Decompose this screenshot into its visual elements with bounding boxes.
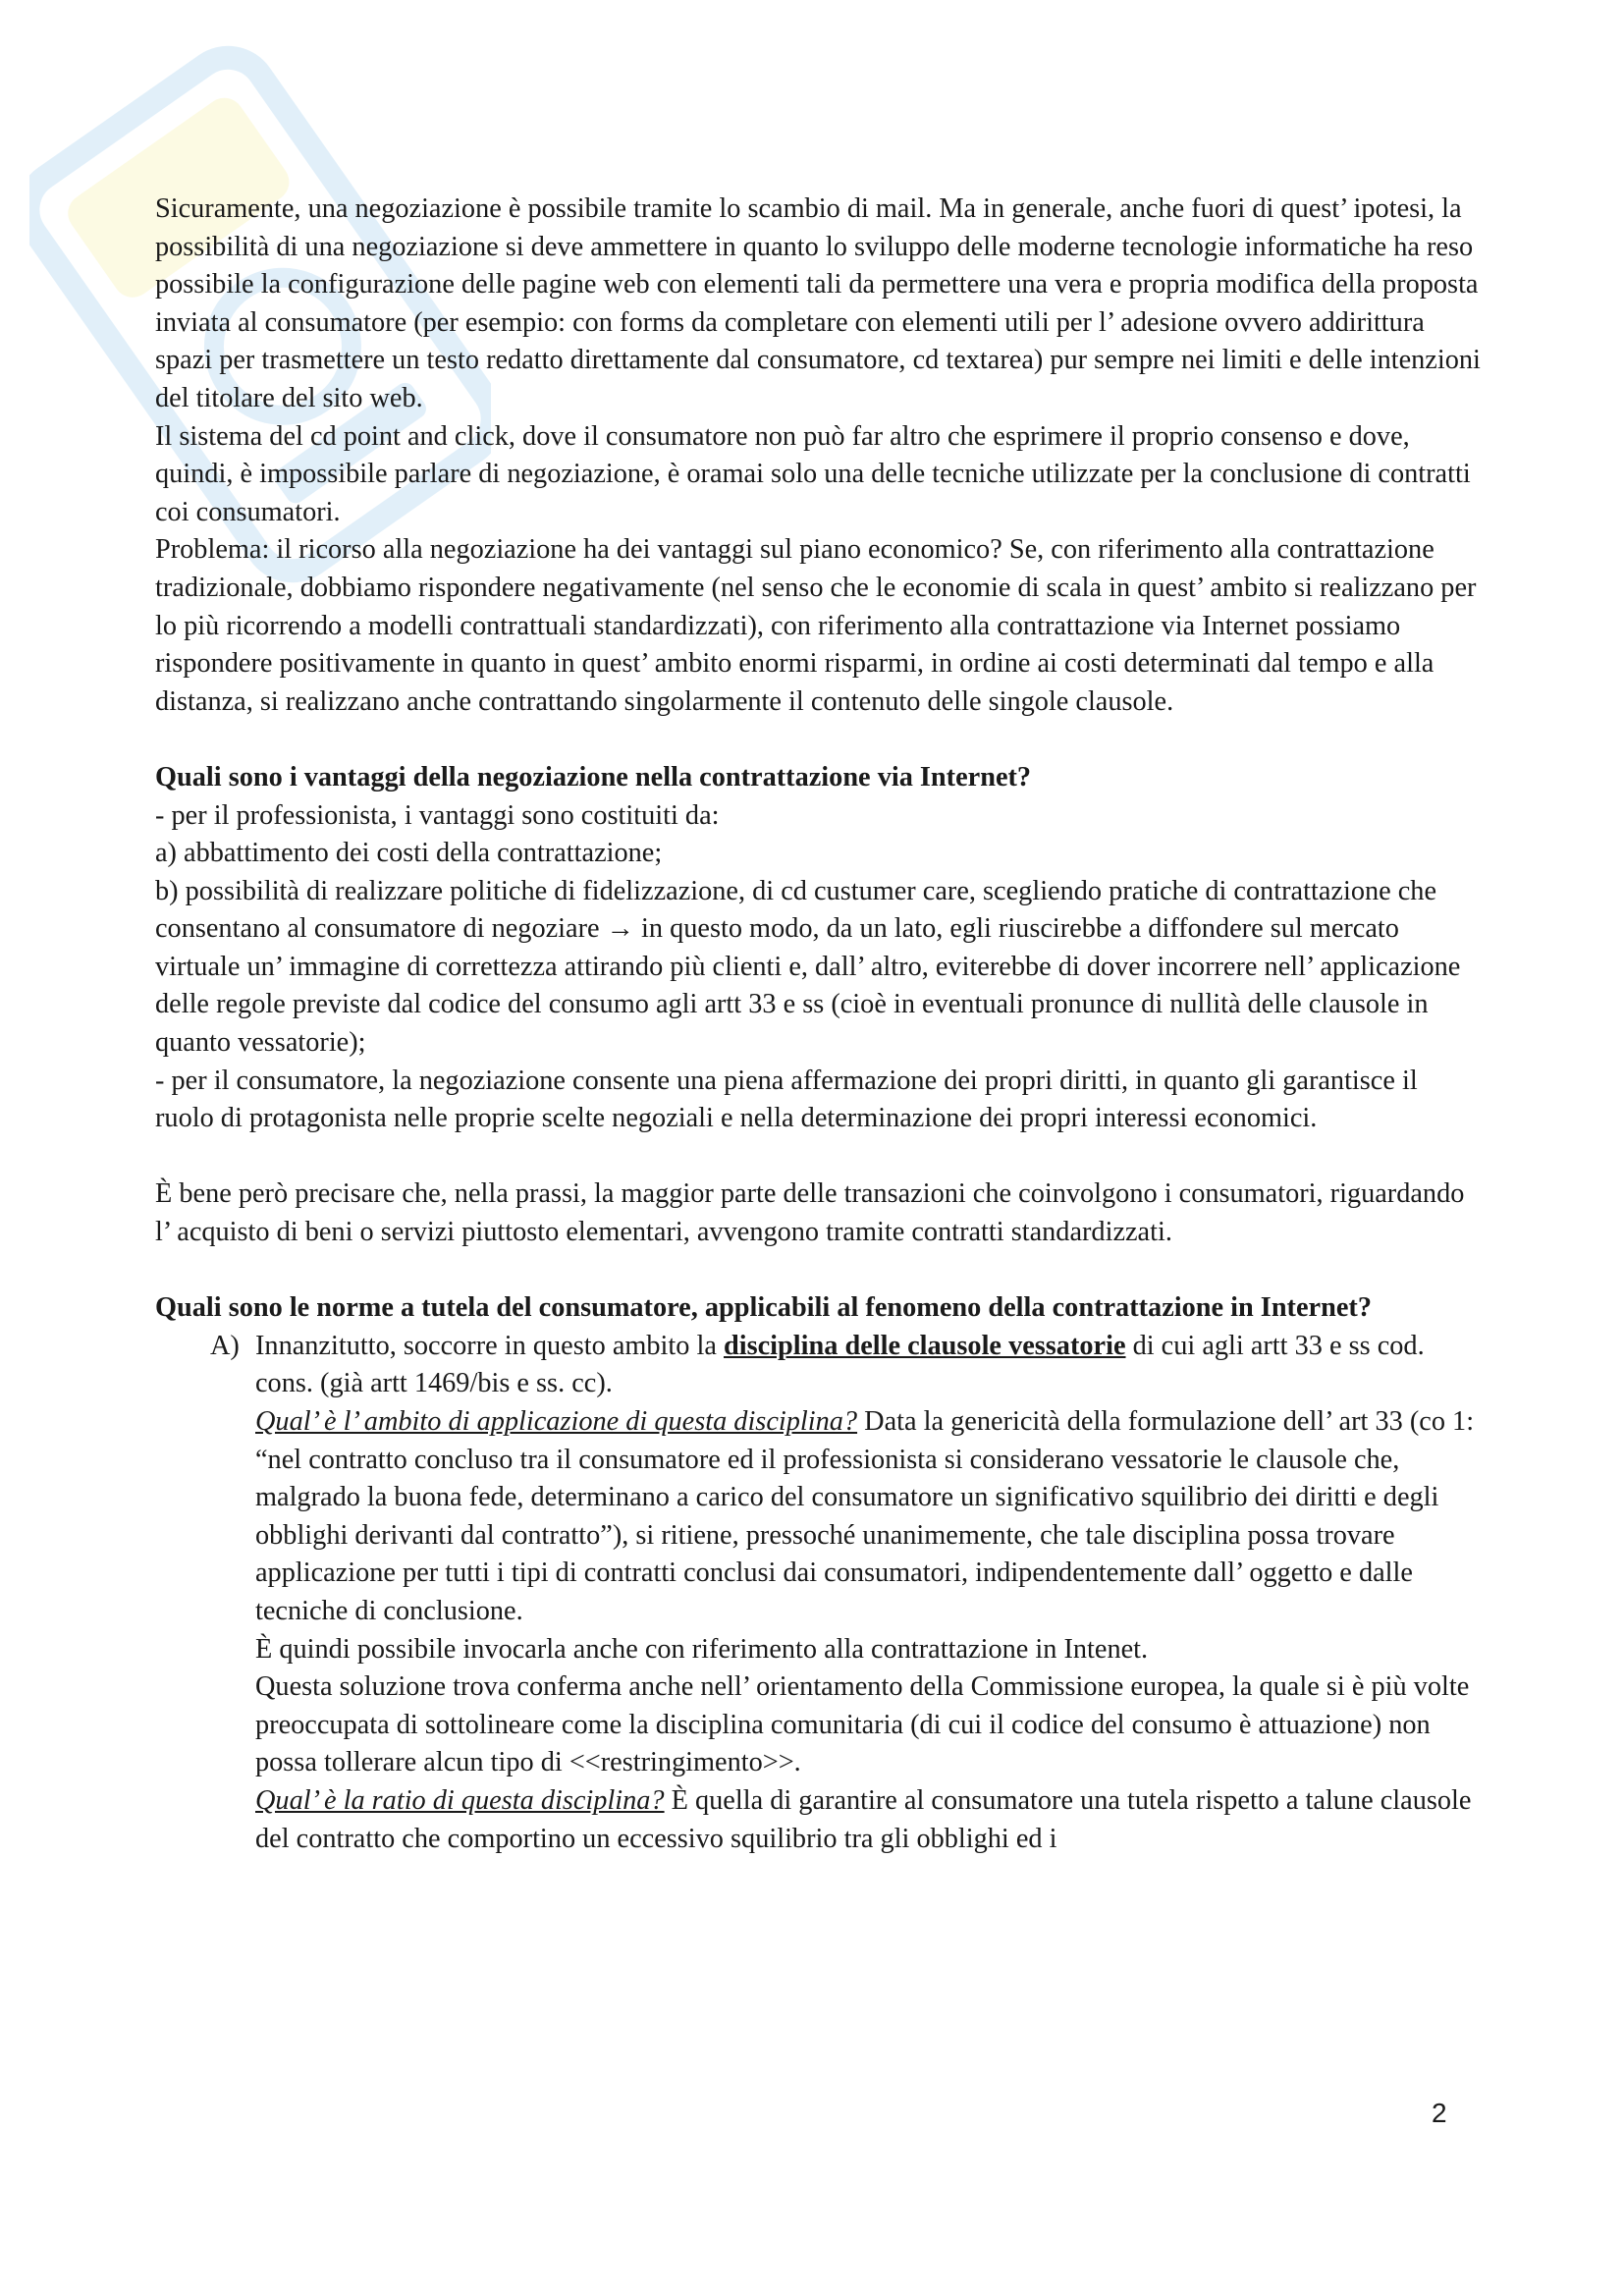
list-item-b: b) possibilità di realizzare politiche di fidelizzazione, di cd custumer care, scegliendo pratiche di contrattazione che consentano al consumatore di negoziare → in questo modo, da un lato, egli riuscirebbe a diffondere sul mercato virtuale un’ immagine di correttezza attirando più clienti e, dall’ altro, eviterebbe di dover incorrere nell’ applicazione delle regole previste dal codice del consumo agli artt 33 e ss (cioè in eventuali pronunce di nullità delle clausole in quanto vessatorie); — [155, 875, 1461, 1059]
item-a-ambito — [255, 1403, 1481, 1631]
item-a-intro-before: Innanzitutto, soccorre in questo ambito la — [255, 1330, 724, 1361]
paragraph-point-and-click: Il sistema del cd point and click, dove il consumatore non può far altro che esprimere il proprio consenso e dove, quindi, è impossibile parlare di negoziazione, è oramai solo una delle tecniche utilizzate per la conclusione di contratti coi consumatori. — [155, 420, 1471, 527]
document-body — [155, 191, 1481, 1858]
paragraph-prassi: È bene però precisare che, nella prassi, la maggior parte delle transazioni che coinvolgono i consumatori, riguardando l’ acquisto di beni o servizi piuttosto elementari, avvengono tramite contratti standardizzati. — [155, 1178, 1465, 1248]
item-a-intro-bold: disciplina delle clausole vessatorie — [724, 1330, 1126, 1361]
paragraph-vantaggi-economici: Problema: il ricorso alla negoziazione ha dei vantaggi sul piano economico? Se, con riferimento alla contrattazione tradizionale, dobbiamo rispondere negativamente (nel senso che le economie di scala in quest’ ambito si realizzano per lo più ricorrendo a modelli contrattuali standardizzati), con riferimento alla contrattazione via Internet possiamo rispondere positivamente in quanto in quest’ ambito enormi risparmi, in ordine ai costi determinati dal tempo e alla distanza, si realizzano anche contrattando singolarmente il contenuto delle singole clausole. — [155, 534, 1477, 717]
list-marker-A: A) — [210, 1330, 240, 1361]
section-heading-vantaggi: Quali sono i vantaggi della negoziazione nella contrattazione via Internet? — [155, 761, 1032, 793]
item-a-ratio — [255, 1782, 1481, 1858]
list-item-consumatore: - per il consumatore, la negoziazione consente una piena affermazione dei propri diritti, in quanto gli garantisce il ruolo di protagonista nelle proprie scelte negoziali e nella determinazione dei propri interessi economici. — [155, 1065, 1418, 1134]
list-item-a: a) abbattimento dei costi della contrattazione; — [155, 838, 663, 869]
item-a-internet: È quindi possibile invocarla anche con riferimento alla contrattazione in Intenet. — [255, 1633, 1149, 1665]
item-a-intro-after: di cui agli artt 33 e ss cod. cons. (già artt 1469/bis e ss. cc). — [255, 1330, 1425, 1399]
section-heading-norme: Quali sono le norme a tutela del consumatore, applicabili al fenomeno della contrattazione in Internet? — [155, 1292, 1372, 1324]
page-number: 2 — [1432, 2098, 1447, 2128]
item-a-commissione: Questa soluzione trova conferma anche nell’ orientamento della Commissione europea, la quale si è più volte preoccupata di sottolineare come la disciplina comunitaria (di cui il codice del consumo è attuazione) non possa tollerare alcun tipo di <<restringimento>>. — [255, 1671, 1470, 1778]
list-item-professionista: - per il professionista, i vantaggi sono costituiti da: — [155, 799, 720, 831]
answer-ambito: Data la genericità della formulazione dell’ art 33 (co 1: “nel contratto concluso tra il consumatore ed il professionista si considerano vessatorie le clausole che, malgrado la buona fede, determinano a carico del consumatore un significativo squilibrio dei diritti e degli obblighi derivanti dal contratto”), si ritiene, pressoché unanimemente, che tale disciplina possa trovare applicazione per tutti i tipi di contratti conclusi dai consumatori, indipendentemente dall’ oggetto e dalle tecniche di conclusione. — [255, 1406, 1475, 1626]
question-ambito: Qual’ è l’ ambito di applicazione di questa disciplina? — [255, 1406, 858, 1437]
paragraph-negoziazione-mail: Sicuramente, una negoziazione è possibile tramite lo scambio di mail. Ma in generale, anche fuori di quest’ ipotesi, la possibilità di una negoziazione si deve ammettere in quanto lo sviluppo delle moderne tecnologie informatiche ha reso possibile la configurazione delle pagine web con elementi tali da permettere una vera e propria modifica della proposta inviata al consumatore (per esempio: con forms da completare con elementi utili per l’ adesione ovvero addirittura spazi per trasmettere un testo redatto direttamente dal consumatore, cd textarea) pur sempre nei limiti e delle intenzioni del titolare del sito web. — [155, 193, 1481, 413]
list-item-A — [155, 1328, 1481, 1858]
question-ratio: Qual’ è la ratio di questa disciplina? — [255, 1784, 665, 1816]
item-a-intro — [255, 1328, 1481, 1403]
answer-ratio: È quella di garantire al consumatore una tutela rispetto a talune clausole del contratto che comportino un eccessivo squilibrio tra gli obblighi ed i — [255, 1784, 1472, 1854]
